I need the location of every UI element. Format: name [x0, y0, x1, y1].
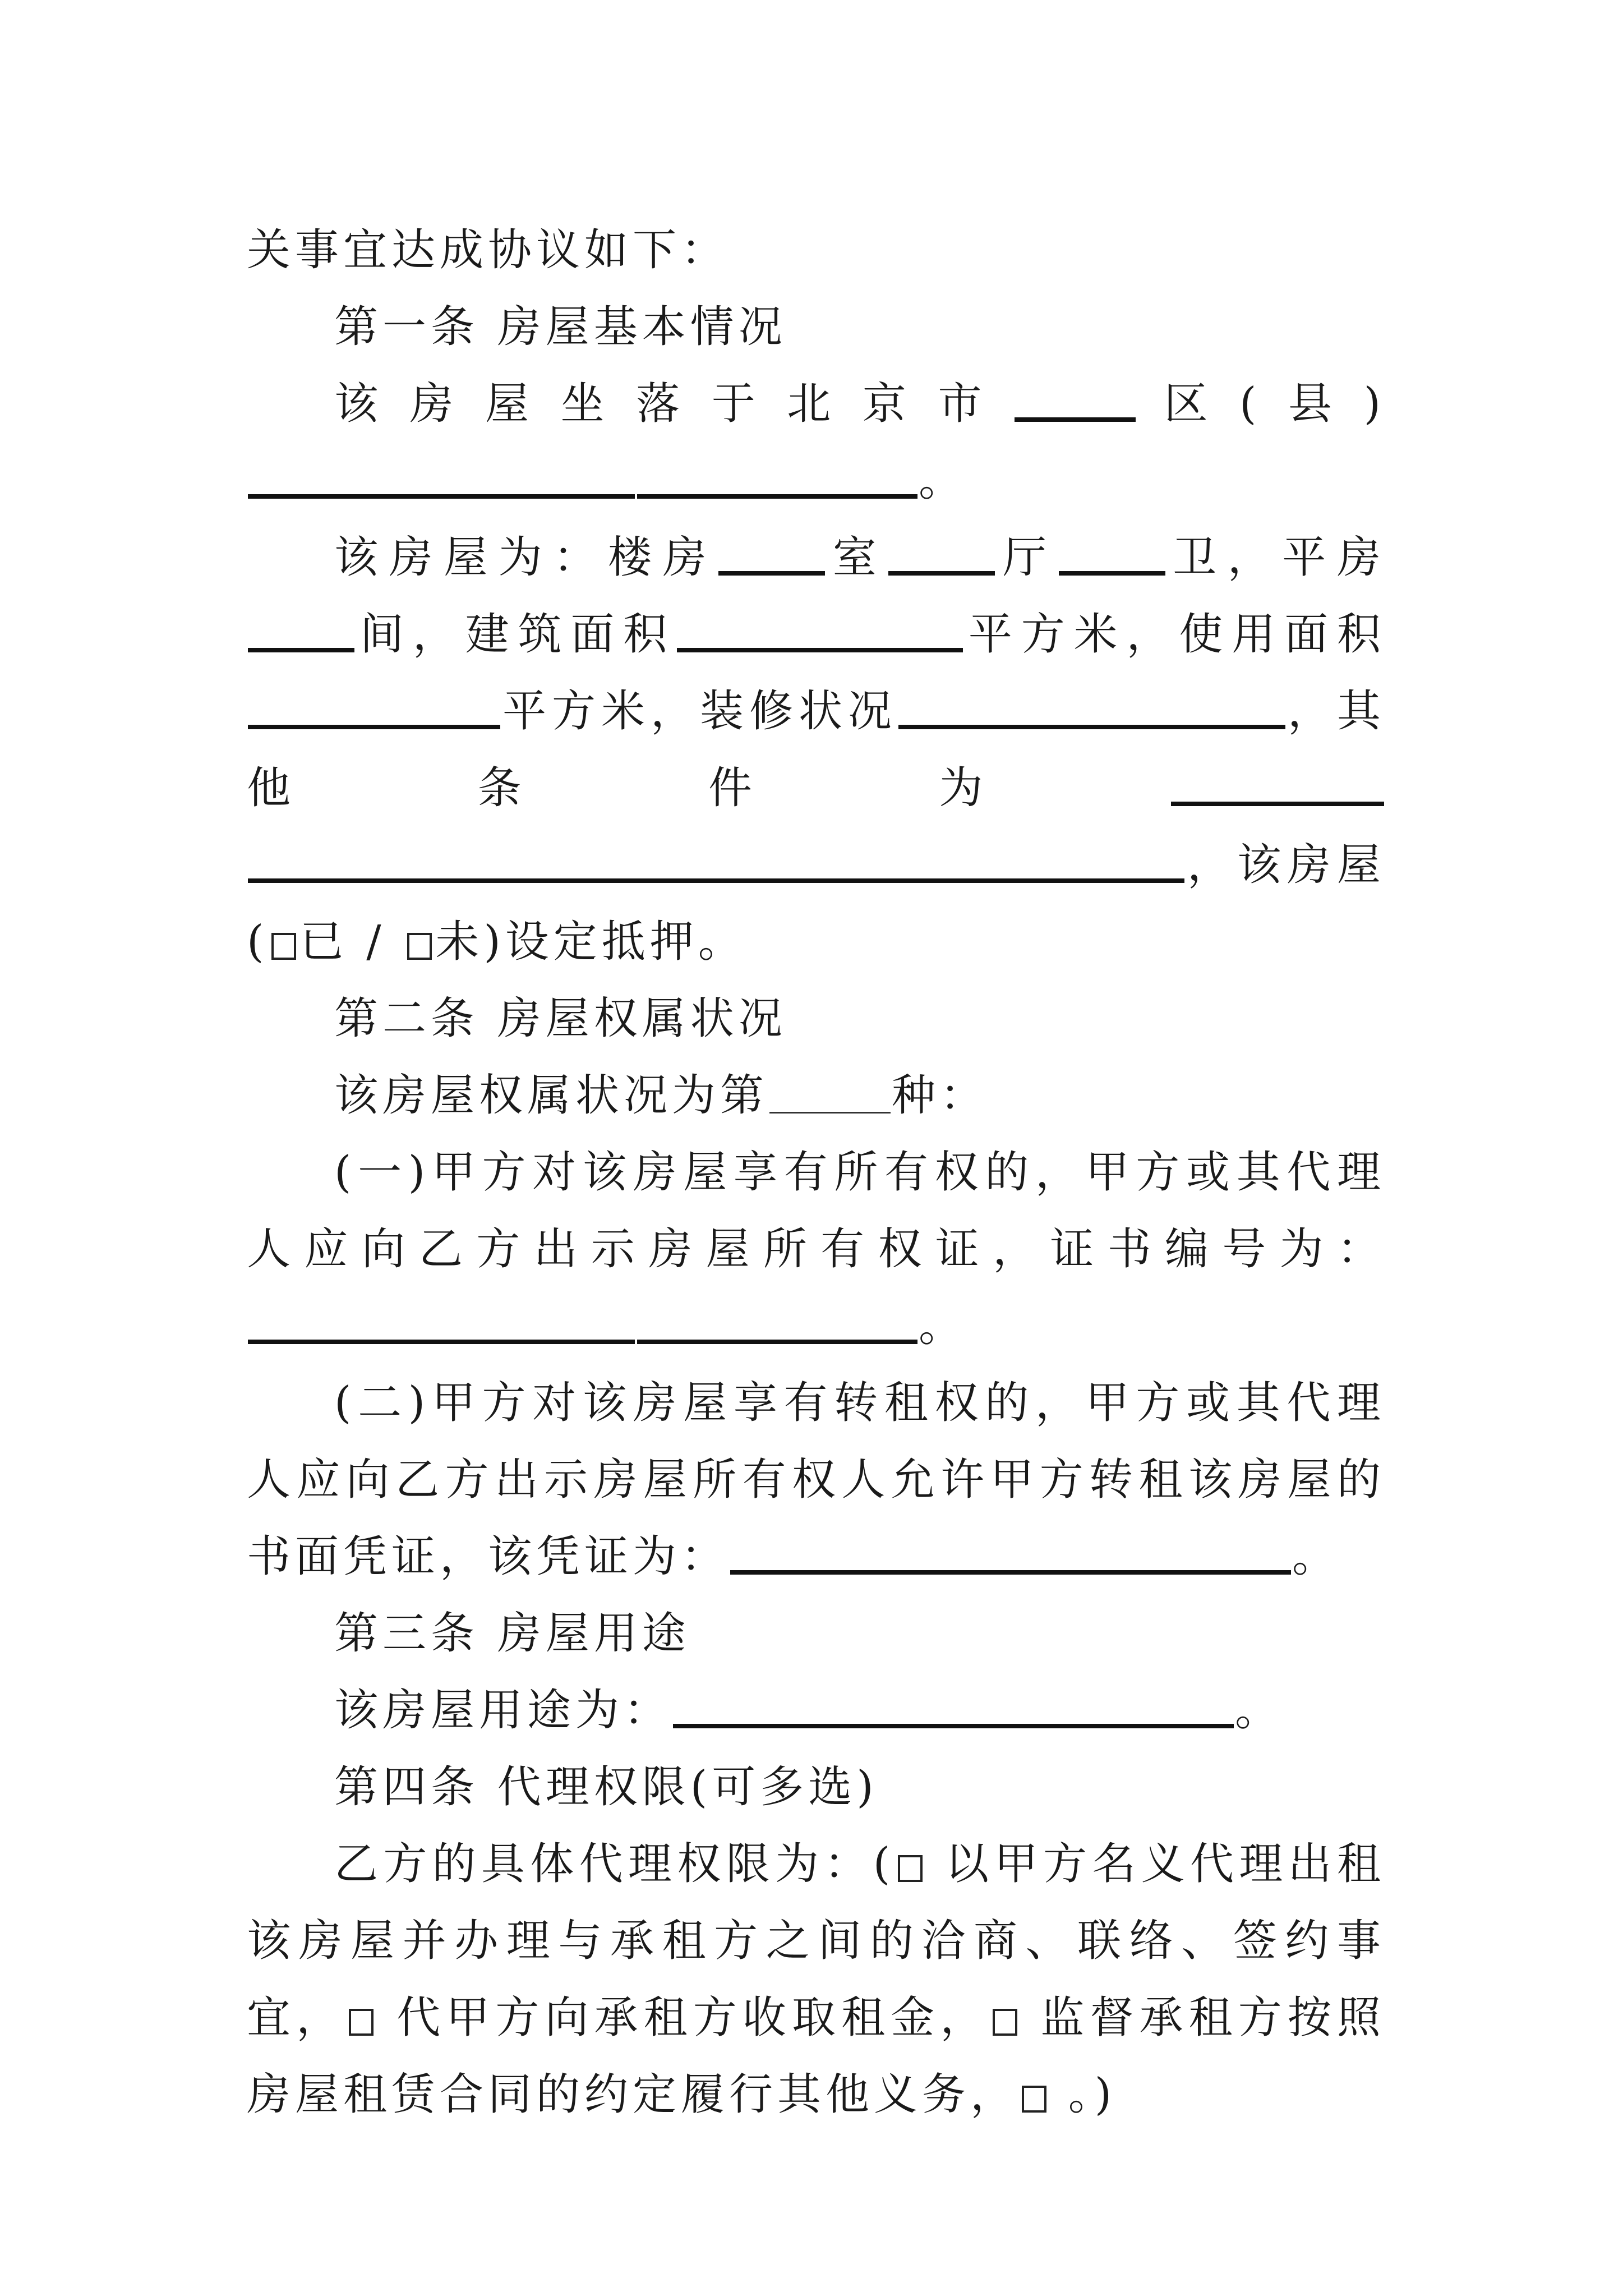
- house-details-paragraph: [247, 519, 1385, 981]
- article-3-title: 第三条 房屋用途: [334, 1608, 690, 1659]
- authority-option-3-checkbox[interactable]: [993, 2009, 1017, 2036]
- bungalow-count-blank[interactable]: [248, 604, 354, 652]
- address-paragraph: [247, 366, 1385, 519]
- address-blank-line1[interactable]: [248, 450, 635, 499]
- authority-option-2-label: 代甲方向承租方收取租金，: [377, 1993, 990, 2043]
- authority-option-2-checkbox[interactable]: [349, 2009, 374, 2036]
- usable-area-blank[interactable]: [248, 681, 500, 729]
- authority-option-1-label: 以甲方名义代理出租该房屋并办理与承租方之间的洽商、联络、签约事宜，: [247, 1839, 1385, 2043]
- authority-option-4-checkbox[interactable]: [1022, 2086, 1046, 2113]
- certificate-number-blank-1[interactable]: [248, 1296, 635, 1344]
- mortgage-yes-checkbox[interactable]: [271, 933, 296, 960]
- item-2-end: 。: [1292, 1531, 1341, 1582]
- usage-blank[interactable]: [673, 1680, 1234, 1728]
- hall-count-blank[interactable]: [888, 527, 995, 576]
- status-prefix: 该房屋权属状况为第: [334, 1070, 769, 1121]
- other-conditions-blank-1[interactable]: [1171, 758, 1384, 806]
- contract-body: [247, 212, 1385, 2133]
- status-type-blank[interactable]: [769, 1068, 891, 1114]
- building-area-blank[interactable]: [677, 604, 963, 652]
- certificate-number-blank-2[interactable]: [637, 1296, 917, 1344]
- authority-end: 。): [1050, 2069, 1117, 2120]
- address-prefix: 该房屋坐落于北京市: [334, 379, 1013, 429]
- house-prefix: 该房屋为：楼房: [334, 532, 718, 583]
- bath-count-blank[interactable]: [1059, 527, 1165, 576]
- address-end: 。: [919, 455, 967, 506]
- article-3-heading: [247, 1595, 1385, 1672]
- usage-line: [247, 1672, 1385, 1749]
- hall-label: 厅: [996, 532, 1058, 583]
- article-4-title: 第四条 代理权限(可多选): [334, 1762, 878, 1812]
- district-blank[interactable]: [1015, 374, 1136, 422]
- decoration-blank[interactable]: [898, 681, 1285, 729]
- usage-end: 。: [1235, 1685, 1284, 1736]
- article-1-heading: [247, 289, 1385, 366]
- sqm-label-1: 平方米，使用面积: [964, 609, 1385, 660]
- other-conditions-label: ，其他条件为: [247, 686, 1385, 813]
- address-blank-line2[interactable]: [637, 450, 917, 499]
- mortgage-no-checkbox[interactable]: [407, 933, 432, 960]
- voucher-blank[interactable]: [730, 1526, 1291, 1575]
- mortgage-yes-label: 已 /: [299, 917, 404, 967]
- article-2-title: 第二条 房屋权属状况: [334, 993, 787, 1044]
- house-suffix: ，该房屋: [1186, 840, 1385, 890]
- authority-option-1-checkbox[interactable]: [898, 1855, 923, 1882]
- room-count-blank[interactable]: [718, 527, 825, 576]
- ownership-status-line: [247, 1057, 1385, 1134]
- mortgage-no-label: 未)设定抵押。: [435, 917, 746, 967]
- authority-prefix: 乙方的具体代理权限为：(: [334, 1839, 895, 1889]
- status-suffix: 种：: [892, 1070, 989, 1121]
- article-2-heading: [247, 981, 1385, 1057]
- other-conditions-blank-2[interactable]: [248, 835, 1184, 883]
- mortgage-open: (: [247, 917, 269, 967]
- usage-prefix: 该房屋用途为：: [334, 1685, 672, 1736]
- district-label: 区(县): [1136, 379, 1385, 429]
- article-1-title: 第一条 房屋基本情况: [334, 302, 787, 352]
- jian-label: 间，建筑面积: [356, 609, 676, 660]
- item-1-text: (一)甲方对该房屋享有所有权的，甲方或其代理人应向乙方出示房屋所有权证，证书编号为：: [247, 1147, 1385, 1274]
- intro-text: 关事宜达成协议如下：: [247, 225, 730, 275]
- authority-paragraph: [247, 1826, 1385, 2133]
- article-4-heading: [247, 1749, 1385, 1826]
- item-2-text: (二)甲方对该房屋享有转租权的，甲方或其代理人应向乙方出示房屋所有权人允许甲方转租该房屋的书面凭证，该凭证为：: [247, 1378, 1385, 1582]
- sqm-label-2: 平方米，装修状况: [501, 686, 897, 737]
- room-label: 室: [826, 532, 888, 583]
- item-1-end: 。: [919, 1301, 967, 1351]
- intro-line: [247, 212, 1385, 289]
- authority-option-3-label: 监督承租方按照房屋租赁合同的约定履行其他义务，: [247, 1993, 1385, 2120]
- ownership-item-1: [247, 1134, 1385, 1365]
- ownership-item-2: [247, 1365, 1385, 1595]
- bath-label: 卫，平房: [1166, 532, 1385, 583]
